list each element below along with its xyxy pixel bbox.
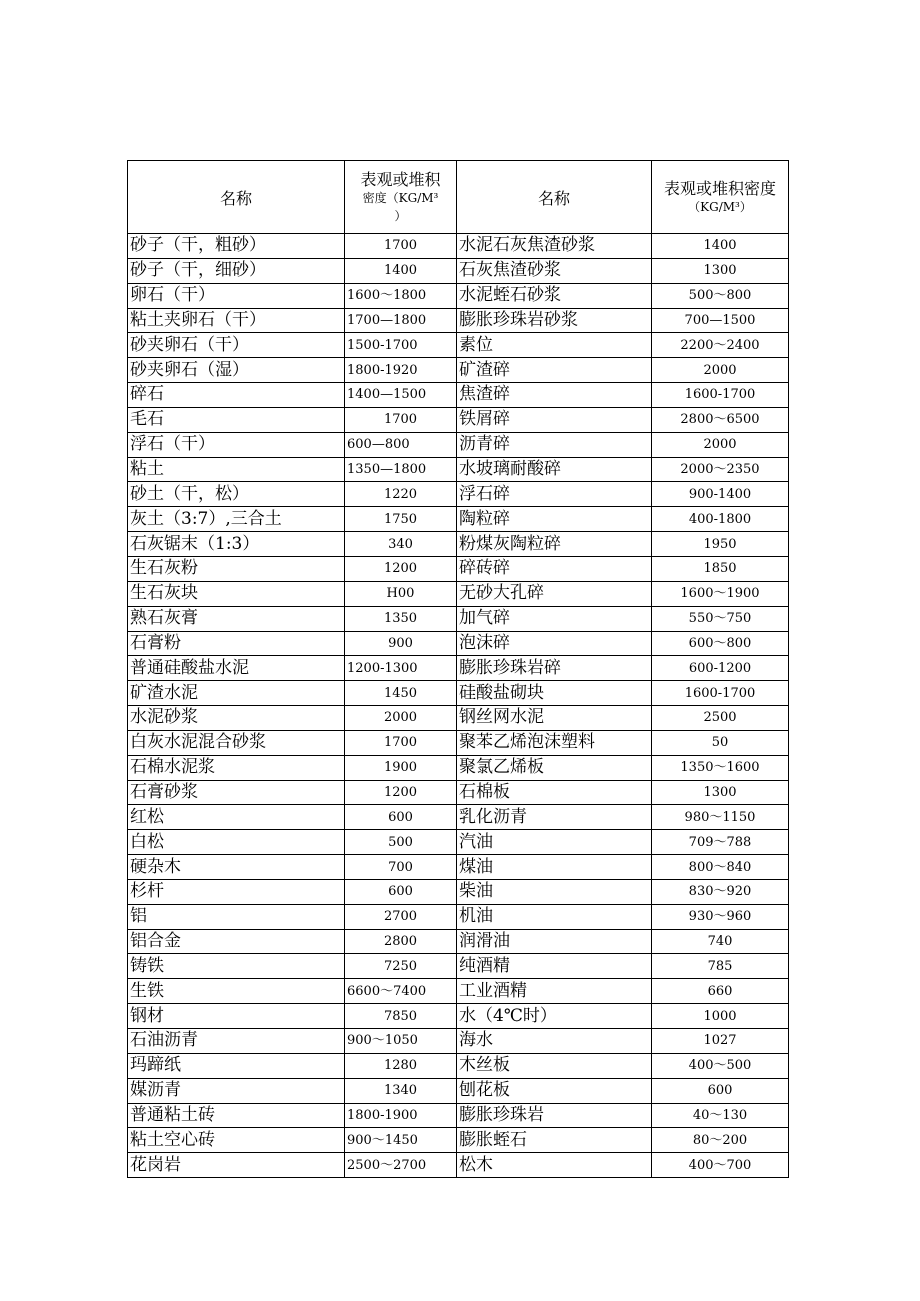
density-right: 400～700	[652, 1153, 789, 1178]
table-row	[128, 556, 789, 581]
material-name-right: 工业酒精	[457, 979, 652, 1004]
material-name-right: 矿渣碎	[457, 358, 652, 383]
density-right: 660	[652, 979, 789, 1004]
density-right: 500～800	[652, 283, 789, 308]
density-right: 600-1200	[652, 656, 789, 681]
density-right: 2000～2350	[652, 457, 789, 482]
material-name-left: 粘土	[128, 457, 345, 482]
density-right: 1000	[652, 1004, 789, 1029]
material-name-right: 汽油	[457, 830, 652, 855]
table-body	[128, 234, 789, 1178]
density-right: 80～200	[652, 1128, 789, 1153]
material-name-left: 媒沥青	[128, 1078, 345, 1103]
density-right: 1850	[652, 556, 789, 581]
density-left: 1700	[345, 730, 457, 755]
density-right: 550～750	[652, 606, 789, 631]
table-row	[128, 457, 789, 482]
density-left: 1400—1500	[345, 383, 457, 408]
table-row	[128, 383, 789, 408]
material-name-right: 无砂大孔碎	[457, 581, 652, 606]
material-name-right: 加气碎	[457, 606, 652, 631]
material-name-right: 煤油	[457, 855, 652, 880]
table-row	[128, 681, 789, 706]
material-name-right: 水（4℃时）	[457, 1004, 652, 1029]
table-row	[128, 333, 789, 358]
table-row	[128, 1153, 789, 1178]
material-name-right: 润滑油	[457, 929, 652, 954]
material-name-left: 钢材	[128, 1004, 345, 1029]
material-name-left: 矿渣水泥	[128, 681, 345, 706]
material-name-left: 白灰水泥混合砂浆	[128, 730, 345, 755]
material-name-right: 纯酒精	[457, 954, 652, 979]
header-density-col1	[345, 161, 457, 234]
density-left: 1600～1800	[345, 283, 457, 308]
material-name-left: 石油沥青	[128, 1029, 345, 1054]
material-name-right: 水泥蛭石砂浆	[457, 283, 652, 308]
density-right: 1350～1600	[652, 755, 789, 780]
material-name-right: 铁屑碎	[457, 407, 652, 432]
density-left: 1200-1300	[345, 656, 457, 681]
density-left: 7250	[345, 954, 457, 979]
density-left: 900～1050	[345, 1029, 457, 1054]
density-right: 2800～6500	[652, 407, 789, 432]
table-row	[128, 234, 789, 259]
table-row	[128, 904, 789, 929]
material-name-left: 卵石（干）	[128, 283, 345, 308]
density-right: 1300	[652, 258, 789, 283]
density-left: 1280	[345, 1053, 457, 1078]
density-left: 7850	[345, 1004, 457, 1029]
material-name-left: 碎石	[128, 383, 345, 408]
material-name-right: 石灰焦渣砂浆	[457, 258, 652, 283]
density-left: 1700	[345, 407, 457, 432]
density-right: 600	[652, 1078, 789, 1103]
material-name-right: 硅酸盐砌块	[457, 681, 652, 706]
material-name-left: 生石灰块	[128, 581, 345, 606]
table-row	[128, 258, 789, 283]
material-name-right: 泡沫碎	[457, 631, 652, 656]
material-name-left: 浮石（干）	[128, 432, 345, 457]
material-name-right: 碎砖碎	[457, 556, 652, 581]
density-right: 1600～1900	[652, 581, 789, 606]
density-left: 1340	[345, 1078, 457, 1103]
header-row	[128, 161, 789, 234]
table-row	[128, 308, 789, 333]
material-name-right: 水坡璃耐酸碎	[457, 457, 652, 482]
table-row	[128, 432, 789, 457]
header-density-col1-line1: 表观或堆积	[360, 169, 441, 189]
density-right: 980～1150	[652, 805, 789, 830]
material-name-right: 柴油	[457, 879, 652, 904]
material-name-left: 红松	[128, 805, 345, 830]
table-row	[128, 855, 789, 880]
material-name-left: 粘土空心砖	[128, 1128, 345, 1153]
table-row	[128, 1078, 789, 1103]
table-row	[128, 507, 789, 532]
density-right: 1600-1700	[652, 681, 789, 706]
density-left: 1750	[345, 507, 457, 532]
density-left: 1200	[345, 780, 457, 805]
material-name-right: 聚氯乙烯板	[457, 755, 652, 780]
table-row	[128, 1128, 789, 1153]
density-left: 2500～2700	[345, 1153, 457, 1178]
material-name-right: 陶粒碎	[457, 507, 652, 532]
material-name-right: 沥青碎	[457, 432, 652, 457]
header-density-col1-line2: 密度（KG/M³	[362, 190, 439, 205]
density-right: 1950	[652, 532, 789, 557]
table-row	[128, 879, 789, 904]
material-name-left: 砂夹卵石（干）	[128, 333, 345, 358]
header-density-col2-line1: 表观或堆积密度	[663, 178, 776, 198]
material-name-left: 水泥砂浆	[128, 706, 345, 731]
material-name-left: 玛蹄纸	[128, 1053, 345, 1078]
material-name-right: 素位	[457, 333, 652, 358]
material-name-left: 熟石灰膏	[128, 606, 345, 631]
material-name-right: 焦渣碎	[457, 383, 652, 408]
table-row	[128, 830, 789, 855]
density-left: 1450	[345, 681, 457, 706]
material-name-right: 膨胀珍珠岩碎	[457, 656, 652, 681]
table-row	[128, 929, 789, 954]
table-row	[128, 805, 789, 830]
density-left: 1900	[345, 755, 457, 780]
table-row	[128, 1029, 789, 1054]
material-name-left: 石膏砂浆	[128, 780, 345, 805]
material-name-left: 砂夹卵石（湿）	[128, 358, 345, 383]
header-name-col2: 名称	[457, 161, 652, 234]
table-row	[128, 631, 789, 656]
material-name-left: 石灰锯末（1:3）	[128, 532, 345, 557]
density-left: H00	[345, 581, 457, 606]
material-name-left: 毛石	[128, 407, 345, 432]
density-right: 400～500	[652, 1053, 789, 1078]
density-right: 2500	[652, 706, 789, 731]
density-right: 40～130	[652, 1103, 789, 1128]
header-density-col2	[652, 161, 789, 234]
density-right: 400-1800	[652, 507, 789, 532]
material-name-left: 铝合金	[128, 929, 345, 954]
table-row	[128, 283, 789, 308]
table-row	[128, 1053, 789, 1078]
material-name-left: 花岗岩	[128, 1153, 345, 1178]
density-left: 1200	[345, 556, 457, 581]
material-name-right: 水泥石灰焦渣砂浆	[457, 234, 652, 259]
density-left: 1400	[345, 258, 457, 283]
material-name-left: 粘土夹卵石（干）	[128, 308, 345, 333]
material-name-left: 硬杂木	[128, 855, 345, 880]
material-name-left: 铝	[128, 904, 345, 929]
table-row	[128, 954, 789, 979]
density-left: 600—800	[345, 432, 457, 457]
density-right: 2000	[652, 358, 789, 383]
material-name-left: 灰土（3:7）,三合土	[128, 507, 345, 532]
table-row	[128, 730, 789, 755]
density-left: 900～1450	[345, 1128, 457, 1153]
material-name-left: 砂子（干，粗砂）	[128, 234, 345, 259]
table-row	[128, 979, 789, 1004]
density-left: 1350	[345, 606, 457, 631]
density-right: 830～920	[652, 879, 789, 904]
material-name-right: 石棉板	[457, 780, 652, 805]
table-row	[128, 482, 789, 507]
table-row	[128, 581, 789, 606]
material-name-right: 机油	[457, 904, 652, 929]
density-right: 2000	[652, 432, 789, 457]
density-right: 1600-1700	[652, 383, 789, 408]
density-left: 1800-1900	[345, 1103, 457, 1128]
density-left: 1350—1800	[345, 457, 457, 482]
density-right: 1300	[652, 780, 789, 805]
material-name-right: 乳化沥青	[457, 805, 652, 830]
material-name-left: 杉杆	[128, 879, 345, 904]
material-name-right: 浮石碎	[457, 482, 652, 507]
table-row	[128, 706, 789, 731]
header-density-col1-line3: ）	[394, 208, 407, 223]
density-right: 930～960	[652, 904, 789, 929]
density-right: 600～800	[652, 631, 789, 656]
table-row	[128, 358, 789, 383]
density-right: 785	[652, 954, 789, 979]
table-row	[128, 755, 789, 780]
density-left: 1700—1800	[345, 308, 457, 333]
material-name-right: 膨胀珍珠岩	[457, 1103, 652, 1128]
density-right: 900-1400	[652, 482, 789, 507]
table-row	[128, 606, 789, 631]
material-name-right: 木丝板	[457, 1053, 652, 1078]
material-name-left: 砂子（干，细砂）	[128, 258, 345, 283]
density-right: 1400	[652, 234, 789, 259]
table-row	[128, 407, 789, 432]
density-left: 2000	[345, 706, 457, 731]
table-row	[128, 1004, 789, 1029]
material-name-right: 海水	[457, 1029, 652, 1054]
density-left: 1700	[345, 234, 457, 259]
material-name-left: 石膏粉	[128, 631, 345, 656]
material-name-right: 膨胀珍珠岩砂浆	[457, 308, 652, 333]
density-left: 6600～7400	[345, 979, 457, 1004]
density-right: 800～840	[652, 855, 789, 880]
material-name-left: 生铁	[128, 979, 345, 1004]
density-table	[127, 160, 789, 1178]
material-name-left: 普通粘土砖	[128, 1103, 345, 1128]
material-name-right: 刨花板	[457, 1078, 652, 1103]
header-density-col2-line2: （KG/M³）	[688, 199, 752, 214]
table-row	[128, 1103, 789, 1128]
material-name-right: 松木	[457, 1153, 652, 1178]
material-name-right: 膨胀蛭石	[457, 1128, 652, 1153]
density-right: 700—1500	[652, 308, 789, 333]
material-name-left: 生石灰粉	[128, 556, 345, 581]
material-name-left: 白松	[128, 830, 345, 855]
material-name-right: 钢丝网水泥	[457, 706, 652, 731]
density-right: 2200～2400	[652, 333, 789, 358]
density-left: 600	[345, 879, 457, 904]
density-left: 1800-1920	[345, 358, 457, 383]
density-left: 1500-1700	[345, 333, 457, 358]
material-name-right: 聚苯乙烯泡沫塑料	[457, 730, 652, 755]
density-right: 1027	[652, 1029, 789, 1054]
density-right: 50	[652, 730, 789, 755]
density-left: 340	[345, 532, 457, 557]
material-name-right: 粉煤灰陶粒碎	[457, 532, 652, 557]
density-left: 600	[345, 805, 457, 830]
density-right: 709～788	[652, 830, 789, 855]
density-left: 700	[345, 855, 457, 880]
material-name-left: 铸铁	[128, 954, 345, 979]
table-row	[128, 532, 789, 557]
material-name-left: 石棉水泥浆	[128, 755, 345, 780]
material-name-left: 普通硅酸盐水泥	[128, 656, 345, 681]
density-left: 2800	[345, 929, 457, 954]
density-left: 900	[345, 631, 457, 656]
density-left: 1220	[345, 482, 457, 507]
density-left: 500	[345, 830, 457, 855]
material-name-left: 砂土（干，松）	[128, 482, 345, 507]
density-left: 2700	[345, 904, 457, 929]
table-row	[128, 780, 789, 805]
density-right: 740	[652, 929, 789, 954]
table-row	[128, 656, 789, 681]
header-name-col1: 名称	[128, 161, 345, 234]
